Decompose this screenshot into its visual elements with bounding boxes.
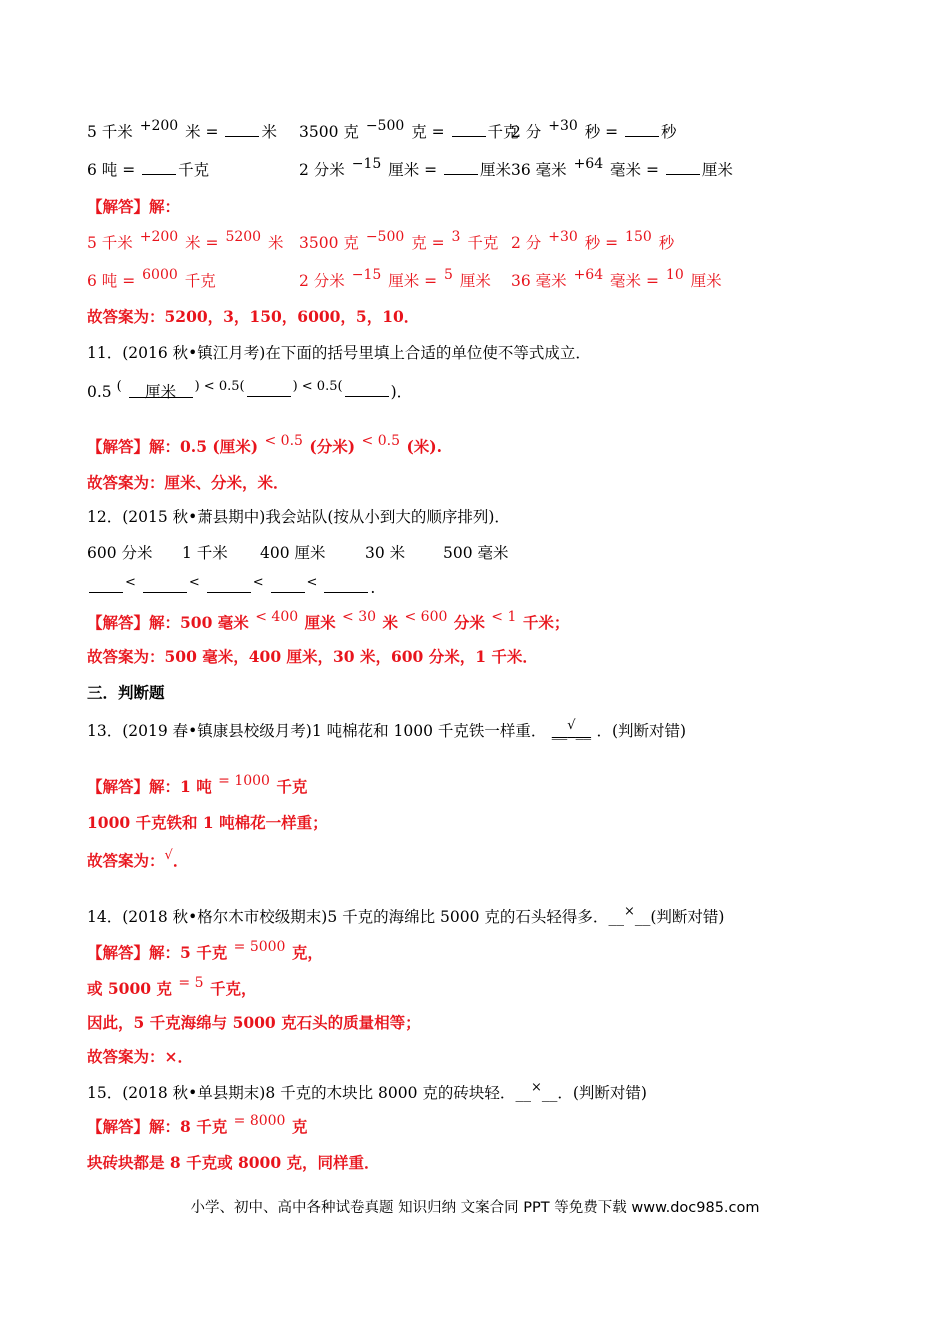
q13-title [87, 720, 686, 742]
sup: < 0.5 [260, 433, 308, 449]
text: 克 [291, 1117, 308, 1136]
text: 千克 [276, 777, 308, 796]
text: ．(判断对错) [557, 1084, 647, 1102]
text: 千克 [179, 272, 216, 290]
answer-label: 【解答】 [87, 943, 150, 962]
blank[interactable] [444, 158, 478, 175]
answer-blank[interactable]: __√__ [551, 718, 592, 740]
mark: √ [164, 848, 173, 863]
text: 克， [291, 943, 323, 962]
answer-blank[interactable]: __×__ [515, 1080, 558, 1102]
q10-item-1 [87, 120, 277, 144]
text: 千克 [178, 161, 210, 179]
answer-label: 【解答】 [87, 777, 150, 796]
text: ．(判断对错) [596, 722, 687, 740]
blank[interactable] [143, 576, 187, 593]
blank[interactable] [225, 120, 259, 137]
sup: < 30 [337, 609, 381, 625]
text: 15．(2018 秋•单县期末)8 千克的木块比 8000 克的砖块轻． [87, 1084, 516, 1102]
sup: +64 [573, 156, 604, 172]
q13-answer-2: 1000 千克铁和 1 吨棉花一样重； [87, 813, 328, 832]
q10-item-2 [299, 120, 519, 144]
blank[interactable] [452, 120, 486, 137]
blank[interactable] [271, 576, 305, 593]
q14-final: 故答案为：×． [87, 1047, 193, 1066]
text: 分米 [453, 613, 485, 632]
sup: 5200 [225, 229, 262, 245]
sup: = 5 [173, 975, 208, 991]
text: 米 = [180, 123, 224, 141]
text: 毫米 = [605, 272, 664, 290]
q12-item: 500 毫米 [443, 544, 509, 562]
text: 秒 [661, 123, 677, 141]
q14-answer-1 [87, 939, 323, 965]
sup: +200 [139, 229, 179, 245]
q13-answer [87, 773, 308, 799]
text: 3500 克 [299, 123, 364, 141]
q15-answer-1 [87, 1113, 308, 1139]
q13-final [87, 850, 188, 874]
text: 3500 克 [299, 234, 364, 252]
text: 故答案为： [87, 851, 165, 870]
sup: −500 [365, 118, 405, 134]
q10-item-4 [87, 158, 209, 181]
q11-final: 故答案为：厘米、分米，米． [87, 473, 289, 492]
text: (判断对错) [650, 908, 725, 926]
blank[interactable] [324, 576, 368, 593]
q12-item: 30 米 [365, 544, 406, 562]
text: 秒 = [579, 234, 624, 252]
q11-answer [87, 433, 443, 459]
mark: × [530, 1080, 542, 1095]
sup: 3 [451, 229, 461, 245]
q10-answer-6 [511, 267, 722, 293]
blank[interactable] [345, 380, 389, 397]
text: 厘米 [454, 272, 491, 290]
sup: < 0.5 [357, 433, 405, 449]
q14-answer-3: 因此，5 千克海绵与 5000 克石头的质量相等； [87, 1013, 421, 1032]
sup: 5 [444, 267, 453, 283]
sup: +30 [548, 118, 578, 134]
q10-answer-2 [299, 229, 499, 255]
text: 米 [263, 234, 284, 252]
q11-expression: 0.5 ( 厘米 $^{) < 0.5(}$ $^{) < 0.5(}$ )． [87, 379, 413, 401]
q14-answer-2 [87, 975, 257, 1001]
q12-item: 400 厘米 [260, 544, 326, 562]
blank[interactable] [625, 120, 659, 137]
text: 解：1 吨 [149, 777, 212, 796]
sup: < 400 [250, 609, 303, 625]
blank[interactable] [247, 380, 291, 397]
answer-label: 【解答】 [87, 1117, 150, 1136]
text: 厘米 = [383, 161, 443, 179]
q10-item-5 [299, 158, 511, 182]
text: 14．(2018 秋•格尔木市校级期末)5 千克的海绵比 5000 克的石头轻得多． [87, 908, 609, 926]
text: 或 5000 克 [87, 979, 172, 998]
q10-answer-5 [299, 267, 491, 293]
text: 解：0.5 (厘米) [149, 437, 259, 456]
text: )． [390, 383, 413, 401]
filled-unit: 厘米 [145, 383, 177, 401]
text: 千克 [487, 123, 519, 141]
blank[interactable] [89, 576, 123, 593]
q11-filled-blank[interactable] [129, 381, 193, 401]
text: 36 毫米 [511, 161, 572, 179]
answer-intro: 解： [149, 197, 181, 216]
text: 米 [261, 123, 277, 141]
sup: = 8000 [229, 1113, 290, 1129]
text: ) < 0.5( [194, 379, 245, 394]
mark: √ [567, 718, 576, 733]
blank[interactable] [142, 158, 176, 175]
sup: +200 [139, 118, 179, 134]
text: (米). [406, 437, 443, 456]
text: 2 分米 [299, 272, 350, 290]
text: 厘米 [304, 613, 336, 632]
answer-blank[interactable]: __×__ [608, 904, 651, 926]
text: 2 分 [511, 123, 547, 141]
text: 厘米 [685, 272, 722, 290]
text: ) < 0.5( [292, 379, 343, 394]
sup: 6000 [142, 267, 178, 283]
sup: +30 [548, 229, 578, 245]
blank[interactable] [666, 158, 700, 175]
sup: 150 [625, 229, 652, 245]
q10-item-3 [511, 120, 677, 144]
q15-title [87, 1082, 647, 1106]
q12-blanks: < < < < . [87, 576, 375, 601]
text: 5 千米 [87, 234, 138, 252]
sup: = 5000 [229, 939, 290, 955]
page-footer: 小学、初中、高中各种试卷真题 知识归纳 文案合同 PPT 等免费下载 www.doc985.com [190, 1200, 760, 1216]
text: 克 = [406, 123, 450, 141]
text: 6 吨 = [87, 161, 141, 179]
text: 千米； [522, 613, 570, 632]
text: 千克 [462, 234, 499, 252]
text: 5 千米 [87, 123, 138, 141]
text: 厘米 = [383, 272, 443, 290]
q10-answer-1 [87, 229, 284, 255]
answer-label: 【解答】 [87, 197, 150, 216]
answer-label: 【解答】 [87, 613, 150, 632]
q12-final: 故答案为：500 毫米，400 厘米，30 米，600 分米，1 千米． [87, 647, 538, 666]
text: (分米) [309, 437, 356, 456]
text: 13．(2019 春•镇康县校级月考)1 吨棉花和 1000 千克铁一样重． [87, 722, 547, 740]
text: 0.5 [87, 383, 117, 401]
q15-answer-2: 块砖块都是 8 千克或 8000 克，同样重． [87, 1153, 380, 1172]
q10-answer-3 [511, 229, 675, 255]
q10-answer-label [87, 196, 180, 218]
mark: × [623, 904, 635, 919]
text: 解：8 千克 [149, 1117, 228, 1136]
answer-label: 【解答】 [87, 437, 150, 456]
sup: 10 [665, 267, 684, 283]
sup: = 1000 [213, 773, 275, 789]
q12-item: 1 千米 [182, 544, 228, 562]
q12-title: 12．(2015 秋•萧县期中)我会站队(按从小到大的顺序排列)． [87, 508, 510, 526]
q12-item: 600 分米 [87, 544, 153, 562]
section-title: 三．判断题 [87, 683, 165, 702]
text: 厘米 [480, 161, 512, 179]
sup: < 1 [486, 609, 521, 625]
text: 2 分米 [299, 161, 350, 179]
text: ． [172, 851, 189, 870]
q14-title [87, 906, 724, 930]
text: 6 吨 = [87, 272, 141, 290]
sup: −15 [351, 156, 382, 172]
sup: −500 [365, 229, 405, 245]
text: 千克， [209, 979, 257, 998]
text: 秒 = [579, 123, 624, 141]
sup: −15 [351, 267, 382, 283]
blank[interactable] [207, 576, 251, 593]
text: 2 分 [511, 234, 547, 252]
sup: < 600 [400, 609, 452, 625]
text: 克 = [406, 234, 450, 252]
sup: +64 [573, 267, 604, 283]
text: 厘米 [701, 161, 733, 179]
text: 36 毫米 [511, 272, 572, 290]
q12-answer [87, 609, 570, 635]
text: 米 [382, 613, 399, 632]
text: 秒 [653, 234, 675, 252]
q10-answer-4 [87, 267, 216, 293]
text: 毫米 = [605, 161, 664, 179]
text: 解：5 千克 [149, 943, 228, 962]
q10-final: 故答案为：5200，3，150，6000，5，10． [87, 307, 420, 326]
text: 解：500 毫米 [149, 613, 249, 632]
q10-item-6 [511, 158, 733, 182]
q11-title: 11．(2016 秋•镇江月考)在下面的括号里填上合适的单位使不等式成立． [87, 344, 591, 362]
text: 米 = [180, 234, 224, 252]
